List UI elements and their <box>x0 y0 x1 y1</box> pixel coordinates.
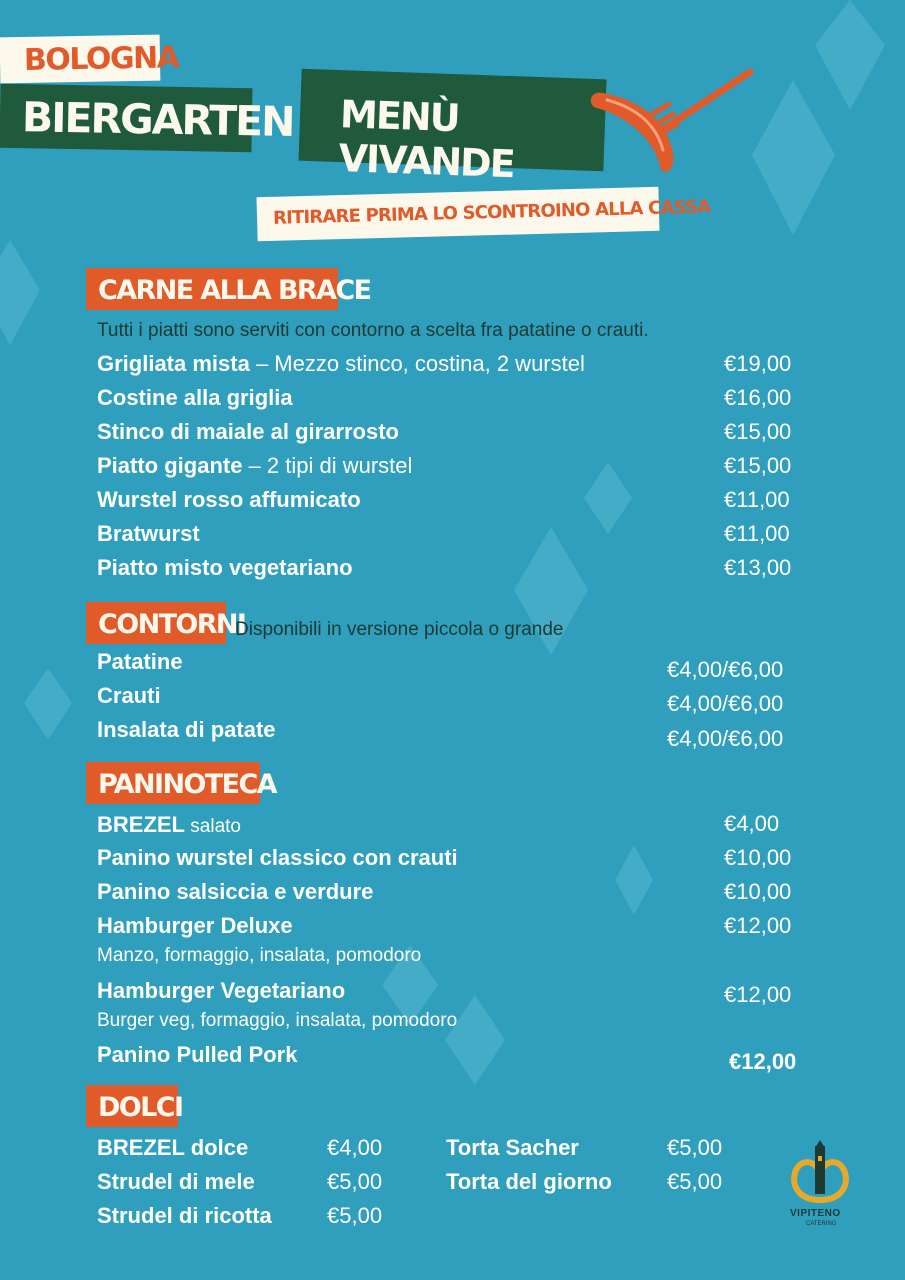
item-price: €19,00 <box>724 351 792 376</box>
venue-label <box>0 84 294 152</box>
section-title: CONTORNI <box>98 609 246 640</box>
venue-text: BIERGARTEN <box>21 93 294 146</box>
menu-item <box>97 812 241 838</box>
item-name: Stinco di maiale al girarrosto <box>97 419 399 444</box>
diamond-shape <box>615 845 653 915</box>
city-label <box>0 35 179 84</box>
diamond-shape <box>24 668 72 740</box>
item-name: BREZEL <box>97 812 185 837</box>
section-tag-paninoteca <box>86 762 276 804</box>
section-note: Tutti i piatti sono serviti con contorno a scelta fra patatine o crauti. <box>97 320 649 341</box>
section-title: CARNE ALLA BRACE <box>98 275 371 306</box>
item-price: €4,00/€6,00 <box>667 691 784 716</box>
item-detail: – 2 tipi di wurstel <box>242 453 413 478</box>
item-name: Torta del giorno <box>446 1169 612 1194</box>
item-price: €13,00 <box>724 555 792 580</box>
menu-title: MENÙ VIVANDE <box>337 92 515 187</box>
item-name: Costine alla griglia <box>97 385 293 410</box>
item-name: Piatto gigante <box>97 453 243 478</box>
item-price: €4,00 <box>724 811 780 836</box>
item-price: €12,00 <box>729 1049 797 1074</box>
item-name: Bratwurst <box>97 521 200 546</box>
diamond-shape <box>445 995 505 1085</box>
item-name: Strudel di ricotta <box>97 1203 272 1228</box>
diamond-shape <box>0 240 40 345</box>
item-price: €15,00 <box>724 453 792 478</box>
item-description: Burger veg, formaggio, insalata, pomodoro <box>97 1010 458 1031</box>
item-price: €4,00/€6,00 <box>667 657 784 682</box>
item-price: €4,00/€6,00 <box>667 726 784 751</box>
section-title: PANINOTECA <box>98 769 276 800</box>
item-name: BREZEL dolce <box>97 1135 249 1160</box>
item-name: Strudel di mele <box>97 1169 255 1194</box>
logo-subtitle: CATERING <box>806 1221 837 1227</box>
item-name: Piatto misto vegetariano <box>97 555 353 580</box>
city-text: BOLOGNA <box>23 40 179 78</box>
item-price: €5,00 <box>667 1169 723 1194</box>
section-tag-contorni <box>86 602 246 644</box>
menu-item <box>97 453 412 479</box>
item-name: Insalata di patate <box>97 717 276 742</box>
item-price: €10,00 <box>724 845 792 870</box>
pretzel-tower-logo-icon <box>788 1140 852 1208</box>
diamond-shape <box>584 462 632 534</box>
item-price: €5,00 <box>327 1203 383 1228</box>
item-name: Panino wurstel classico con crauti <box>97 845 458 870</box>
section-tag-carne <box>86 268 371 310</box>
item-price: €11,00 <box>724 487 790 512</box>
sausage-fork-icon <box>585 58 765 188</box>
item-name: Patatine <box>97 649 183 674</box>
notice-text: RITIRARE PRIMA LO SCONTROINO ALLA CASSA <box>272 196 711 229</box>
item-price: €5,00 <box>667 1135 723 1160</box>
item-name: Grigliata mista <box>97 351 250 376</box>
item-price: €11,00 <box>724 521 790 546</box>
item-name: Crauti <box>97 683 161 708</box>
item-description: Manzo, formaggio, insalata, pomodoro <box>97 945 422 966</box>
logo-name: VIPITENO <box>790 1208 841 1219</box>
item-name: Panino Pulled Pork <box>97 1042 298 1067</box>
item-name: Wurstel rosso affumicato <box>97 487 361 512</box>
item-price: €12,00 <box>724 913 792 938</box>
item-name: Panino salsiccia e verdure <box>97 879 374 904</box>
item-price: €15,00 <box>724 419 792 444</box>
item-name: Hamburger Deluxe <box>97 913 293 938</box>
diamond-shape <box>815 0 885 110</box>
item-price: €4,00 <box>327 1135 383 1160</box>
item-price: €5,00 <box>327 1169 383 1194</box>
section-note: Disponibili in versione piccola o grande <box>235 619 564 640</box>
item-detail: salato <box>185 816 241 837</box>
item-price: €16,00 <box>724 385 792 410</box>
section-tag-dolci <box>86 1085 183 1127</box>
item-price: €12,00 <box>724 982 792 1007</box>
item-detail: – Mezzo stinco, costina, 2 wurstel <box>249 351 585 376</box>
menu-title-banner <box>298 69 606 187</box>
item-name: Torta Sacher <box>446 1135 579 1160</box>
menu-item <box>97 351 585 377</box>
section-title: DOLCI <box>98 1092 183 1123</box>
item-name: Hamburger Vegetariano <box>97 978 346 1003</box>
item-price: €10,00 <box>724 879 792 904</box>
